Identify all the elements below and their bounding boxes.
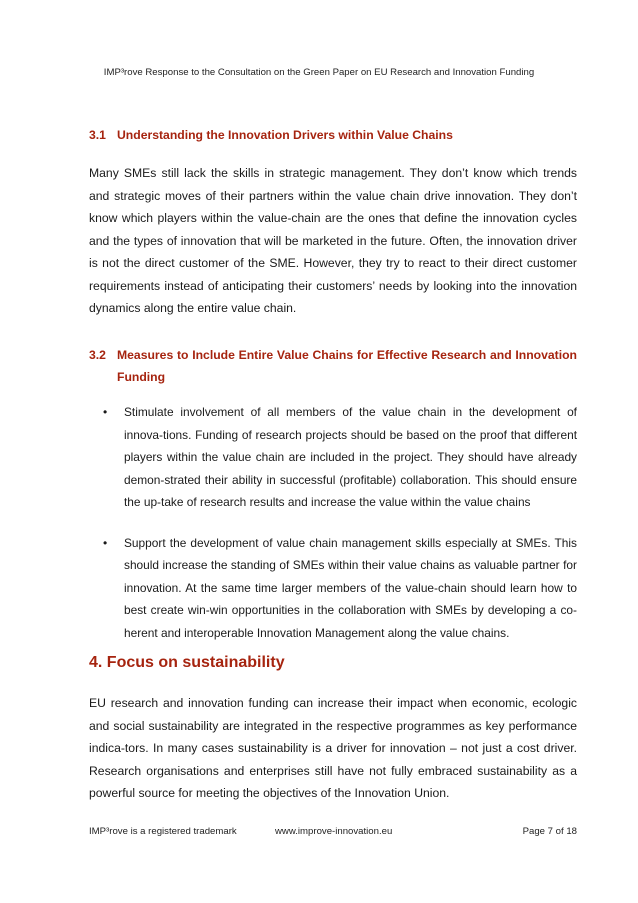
list-item-text: Stimulate involvement of all members of the value chain in the development of innova-tions. Funding of research projects should be based on the proof that different players within the value chain are included in the project. They should have already demon-strated their ability in successful (profitable) collaboration. This should ensure the up-take of research results and increase the value within the value chains (124, 405, 577, 509)
bullet-icon: • (103, 535, 108, 550)
section-4-body: EU research and innovation funding can increase their impact when economic, ecologic and social sustainability are integrated in the respective programmes as key performance indica-tors. In many cases sustainability is a driver for innovation – not just a cost driver. Research organisations and enterprises still have not fully embraced sustainability as a powerful source for meeting the objectives of the Innovation Union. (89, 696, 577, 800)
footer-trademark: IMP³rove is a registered trademark (89, 826, 237, 837)
page-header: IMP³rove Response to the Consultation on the Green Paper on EU Research and Innovation Funding (103, 67, 535, 78)
bullet-icon: • (103, 405, 108, 419)
list-item (89, 532, 577, 645)
section-4-heading: 4. Focus on sustainability (89, 654, 285, 671)
list-item-text: Support the development of value chain management skills especially at SMEs. This should increase the standing of SMEs within their value chains as valuable partner for innovation. At the same time larger members of the value-chain should learn how to best create win-win opportunities in the collaboration with SMEs by developing a co-herent and interoperable Innovation Management along the value chains. (124, 535, 577, 640)
section-3-1-body: Many SMEs still lack the skills in strategic management. They don’t know which trends and strategic moves of their partners within the value chain drive innovation. They don’t know which players within the value-chain are the ones that define the innovation cycles and the types of innovation that will be marketed in the future. Often, the innovation driver is not the direct customer of the SME. However, they try to react to their direct customer requirements instead of anticipating their customers’ needs by looking into the innovation dynamics along the entire value chain. (89, 166, 577, 315)
footer-page-number: Page 7 of 18 (522, 826, 577, 837)
list-item (89, 401, 577, 514)
section-3-2-heading (89, 344, 577, 388)
footer-url: www.improve-innovation.eu (275, 826, 393, 837)
section-3-1-heading (89, 124, 577, 146)
measures-bullet-list (89, 401, 577, 644)
section-number: 3.2 (89, 348, 106, 362)
section-title: Measures to Include Entire Value Chains for Effective Research and Innovation Funding (117, 348, 577, 384)
section-number: 3.1 (89, 128, 106, 142)
section-title: Understanding the Innovation Drivers within Value Chains (117, 128, 453, 142)
